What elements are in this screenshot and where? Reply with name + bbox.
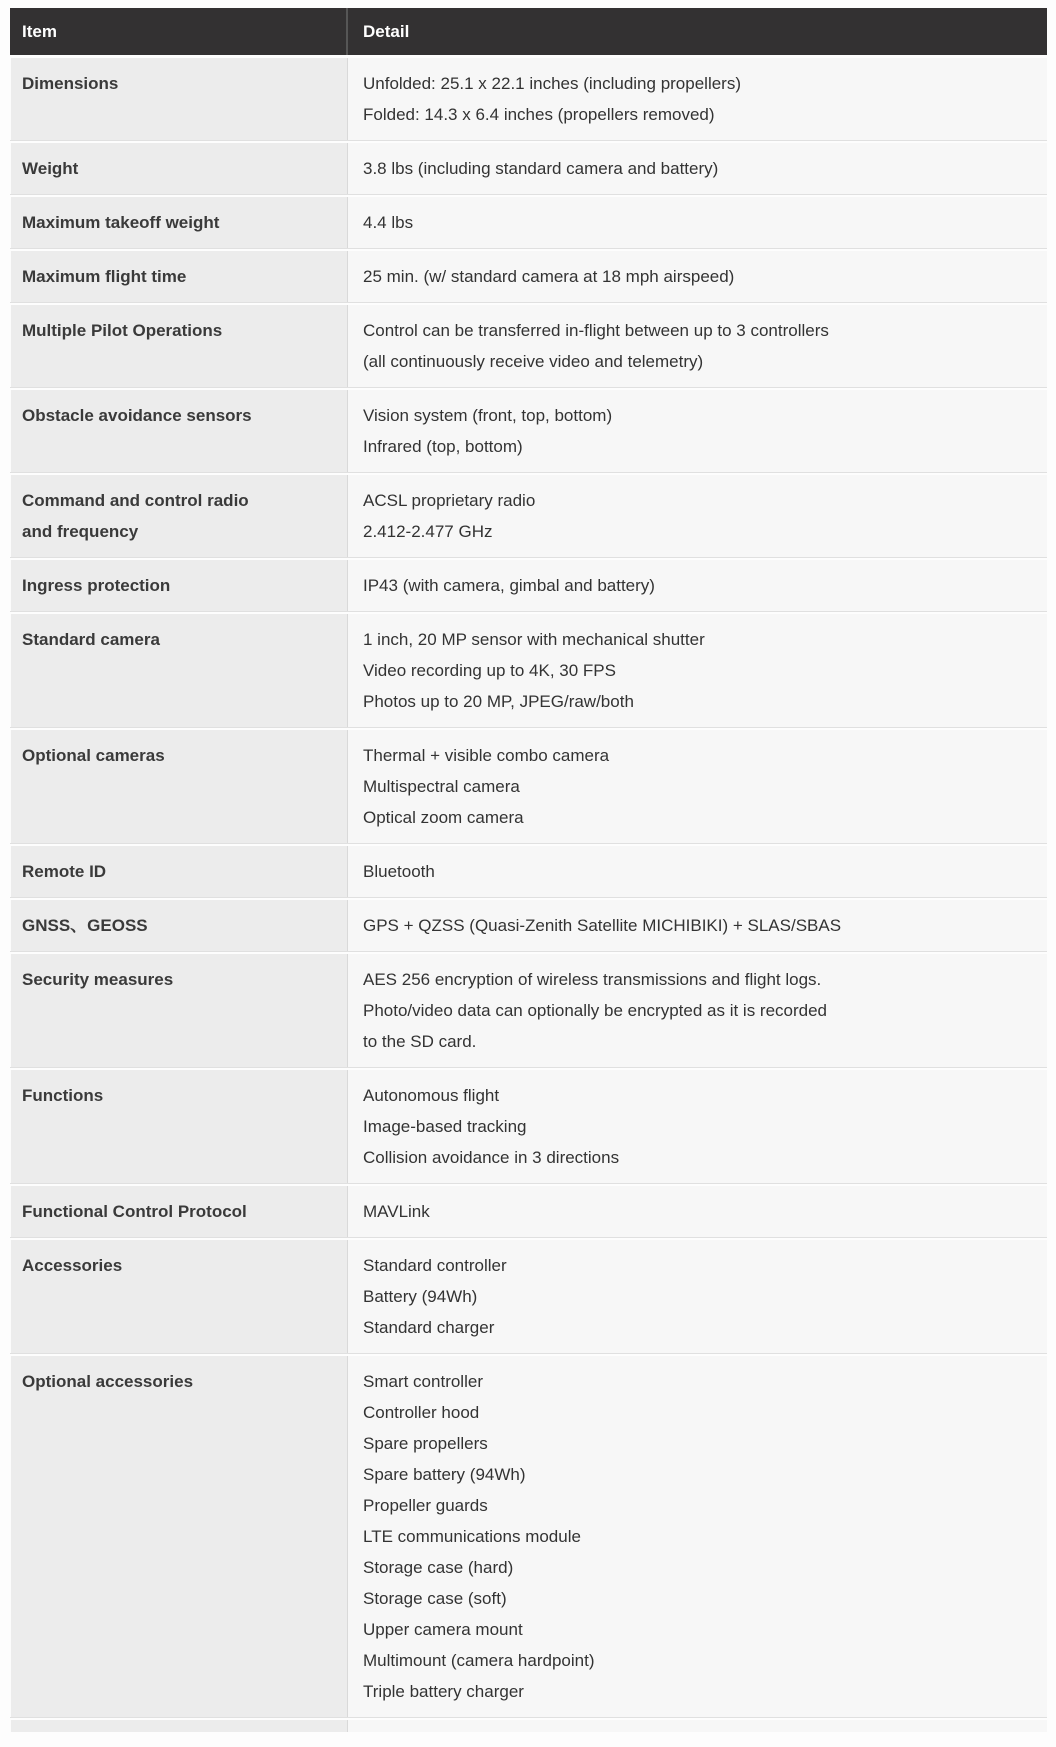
- table-row: [10, 560, 1047, 612]
- table-row: [10, 846, 1047, 898]
- detail-line: Autonomous flight: [363, 1086, 500, 1105]
- cutoff-row: [10, 1720, 1047, 1732]
- item-cell: Maximum takeoff weight: [10, 197, 348, 248]
- detail-line: Battery (94Wh): [363, 1287, 478, 1306]
- table-row: [10, 390, 1047, 473]
- table-row: [10, 1356, 1047, 1718]
- detail-line: Vision system (front, top, bottom): [363, 406, 613, 425]
- detail-cell: [348, 614, 1047, 727]
- detail-line: AES 256 encryption of wireless transmissions and flight logs.: [363, 970, 822, 989]
- header-cell-detail: Detail: [363, 22, 410, 41]
- table-row: [10, 143, 1047, 195]
- detail-cell: [348, 251, 1047, 302]
- table-body: [10, 58, 1047, 1718]
- item-cell: Obstacle avoidance sensors: [10, 390, 348, 472]
- detail-cell: [348, 475, 1047, 557]
- item-cell: Security measures: [10, 954, 348, 1067]
- detail-cell: [348, 846, 1047, 897]
- table-row: [10, 251, 1047, 303]
- detail-line: Multimount (camera hardpoint): [363, 1651, 595, 1670]
- item-cell: Weight: [10, 143, 348, 194]
- item-cell: Maximum flight time: [10, 251, 348, 302]
- detail-line: to the SD card.: [363, 1032, 477, 1051]
- detail-line: Triple battery charger: [363, 1682, 524, 1701]
- detail-cell: [348, 305, 1047, 387]
- item-cell: Remote ID: [10, 846, 348, 897]
- detail-cell: [348, 1720, 1047, 1732]
- detail-line: Folded: 14.3 x 6.4 inches (propellers removed): [363, 105, 715, 124]
- detail-cell: [348, 1356, 1047, 1717]
- detail-cell: [348, 1240, 1047, 1353]
- detail-line: 25 min. (w/ standard camera at 18 mph airspeed): [363, 267, 735, 286]
- detail-cell: [348, 390, 1047, 472]
- header-cell-item: Item: [10, 8, 348, 55]
- detail-cell: [348, 730, 1047, 843]
- detail-cell: [348, 1186, 1047, 1237]
- detail-line: Photo/video data can optionally be encrypted as it is recorded: [363, 1001, 828, 1020]
- table-header-row: [10, 8, 1047, 55]
- detail-line: Image-based tracking: [363, 1117, 527, 1136]
- table-row: [10, 1240, 1047, 1354]
- item-cell: Accessories: [10, 1240, 348, 1353]
- detail-line: MAVLink: [363, 1202, 430, 1221]
- detail-line: Upper camera mount: [363, 1620, 523, 1639]
- detail-line: 2.412-2.477 GHz: [363, 522, 493, 541]
- table-row: [10, 900, 1047, 952]
- item-cell: [10, 1720, 348, 1732]
- item-cell: Functions: [10, 1070, 348, 1183]
- detail-line: Video recording up to 4K, 30 FPS: [363, 661, 616, 680]
- detail-line: Infrared (top, bottom): [363, 437, 523, 456]
- detail-line: Collision avoidance in 3 directions: [363, 1148, 620, 1167]
- item-cell: Dimensions: [10, 58, 348, 140]
- item-cell: Multiple Pilot Operations: [10, 305, 348, 387]
- table-row: [10, 1186, 1047, 1238]
- detail-line: Bluetooth: [363, 862, 435, 881]
- table-row: [10, 730, 1047, 844]
- detail-line: (all continuously receive video and telemetry): [363, 352, 704, 371]
- detail-cell: [348, 197, 1047, 248]
- detail-line: Standard charger: [363, 1318, 495, 1337]
- detail-cell: [348, 143, 1047, 194]
- spec-table: [10, 8, 1047, 1732]
- item-cell: Ingress protection: [10, 560, 348, 611]
- detail-line: GPS + QZSS (Quasi-Zenith Satellite MICHIBIKI) + SLAS/SBAS: [363, 916, 842, 935]
- detail-line: 3.8 lbs (including standard camera and battery): [363, 159, 719, 178]
- item-cell: GNSS、GEOSS: [10, 900, 348, 951]
- table-row: [10, 305, 1047, 388]
- detail-line: Unfolded: 25.1 x 22.1 inches (including propellers): [363, 74, 742, 93]
- detail-cell: [348, 560, 1047, 611]
- table-row: [10, 1070, 1047, 1184]
- detail-cell: [348, 58, 1047, 140]
- detail-line: Propeller guards: [363, 1496, 488, 1515]
- detail-line: Multispectral camera: [363, 777, 520, 796]
- detail-line: Control can be transferred in-flight between up to 3 controllers: [363, 321, 829, 340]
- table-row: [10, 954, 1047, 1068]
- detail-line: Thermal + visible combo camera: [363, 746, 610, 765]
- detail-line: Optical zoom camera: [363, 808, 524, 827]
- detail-line: LTE communications module: [363, 1527, 581, 1546]
- item-cell: Command and control radio and frequency: [10, 475, 348, 557]
- detail-cell: [348, 1070, 1047, 1183]
- detail-line: 4.4 lbs: [363, 213, 414, 232]
- detail-line: Controller hood: [363, 1403, 480, 1422]
- detail-cell: [348, 900, 1047, 951]
- detail-line: IP43 (with camera, gimbal and battery): [363, 576, 655, 595]
- table-row: [10, 614, 1047, 728]
- detail-line: Photos up to 20 MP, JPEG/raw/both: [363, 692, 634, 711]
- table-row: [10, 475, 1047, 558]
- detail-line: Storage case (soft): [363, 1589, 507, 1608]
- item-cell: Functional Control Protocol: [10, 1186, 348, 1237]
- table-row: [10, 58, 1047, 141]
- detail-cell: [348, 954, 1047, 1067]
- detail-line: Spare battery (94Wh): [363, 1465, 526, 1484]
- detail-line: 1 inch, 20 MP sensor with mechanical shutter: [363, 630, 705, 649]
- detail-line: Spare propellers: [363, 1434, 488, 1453]
- detail-line: Standard controller: [363, 1256, 507, 1275]
- table-row: [10, 197, 1047, 249]
- detail-line: Storage case (hard): [363, 1558, 514, 1577]
- item-cell: Standard camera: [10, 614, 348, 727]
- detail-line: Smart controller: [363, 1372, 483, 1391]
- item-cell: Optional accessories: [10, 1356, 348, 1717]
- item-cell: Optional cameras: [10, 730, 348, 843]
- detail-line: ACSL proprietary radio: [363, 491, 536, 510]
